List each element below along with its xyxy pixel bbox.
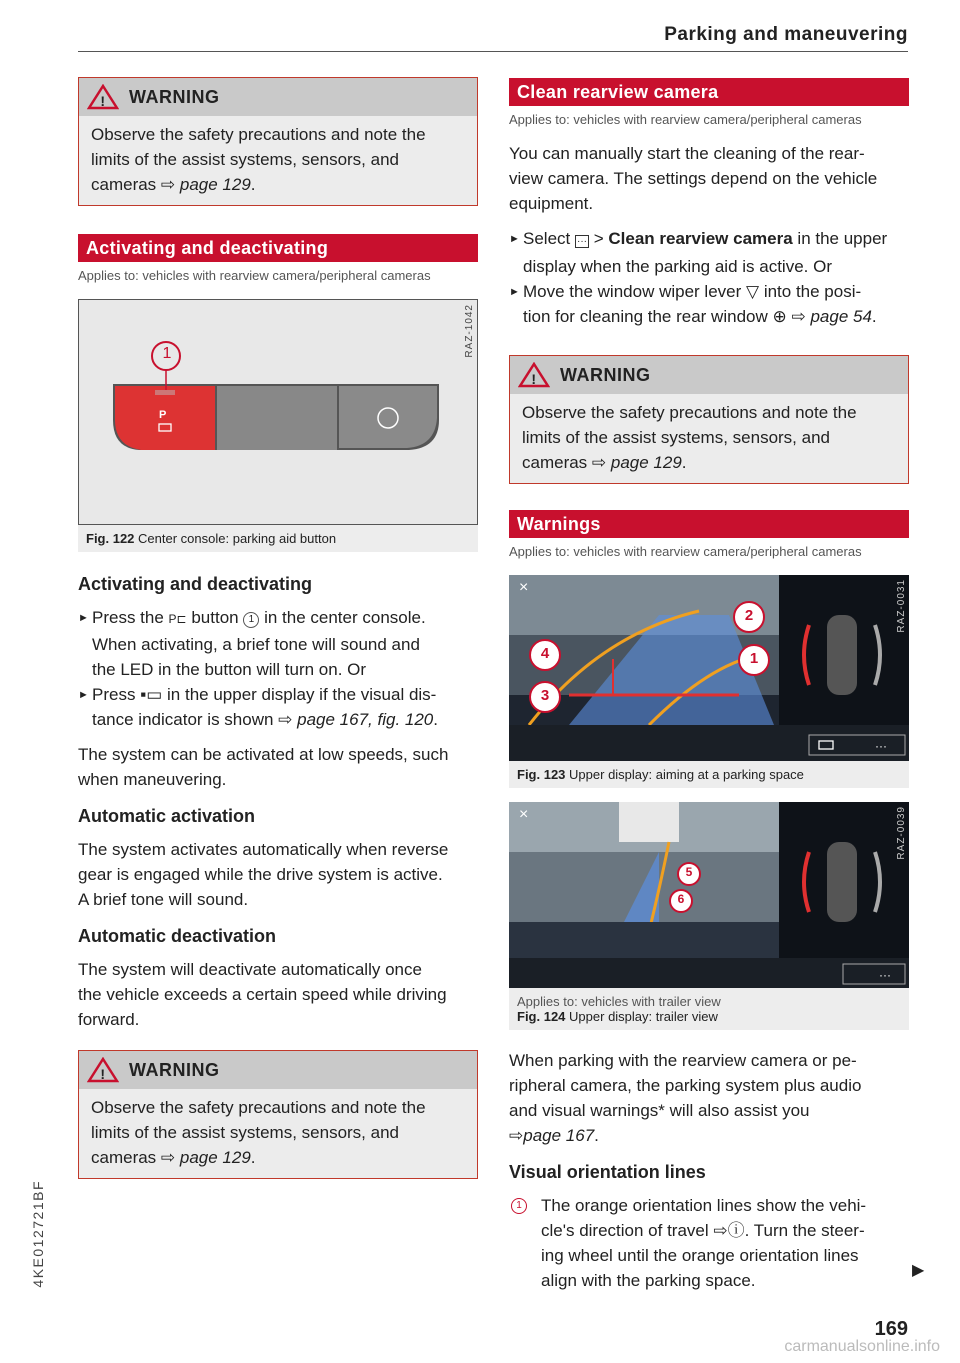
figure-122-marker-1: 1 (162, 345, 172, 362)
figure-122-code: RAZ-1042 (464, 304, 475, 358)
paragraph-low-speeds: The system can be activated at low speeds, such when maneuvering. (78, 745, 449, 789)
menu-icon: ··· (576, 236, 587, 247)
left-column (78, 77, 478, 1179)
link-page-167[interactable]: page 167 (523, 1126, 595, 1145)
applies-text-activating: Applies to: vehicles with rearview camera/peripheral cameras (78, 268, 431, 283)
bullet-press-display: ► Press ▪▭ in the upper display if the visual dis- tance indicator is shown ⇨ page 167, fig. 120. (78, 682, 478, 732)
close-icon: × (519, 806, 529, 823)
page-number: 169 (874, 1318, 908, 1340)
heading-automatic-activation: Automatic activation (78, 806, 256, 826)
figure-124-code: RAZ-0039 (896, 806, 907, 860)
callout-1-icon: 1 (243, 612, 259, 628)
bullet-wiper-lever: ► Move the window wiper lever ▽ into the posi- tion for cleaning the rear window ⊕ ⇨ page 54. (509, 279, 909, 329)
paragraph-parking-assist: When parking with the rearview camera or pe- ripheral camera, the parking system plus audio and visual warnings* will also assist you ⇨page 167. (509, 1051, 862, 1145)
figure-122-caption: Fig. 122 Center console: parking aid button (78, 525, 478, 552)
figure-123-caption: Fig. 123 Upper display: aiming at a parking space (509, 761, 909, 788)
figure-124-marker-6: 6 (677, 892, 685, 906)
close-icon: × (519, 579, 529, 596)
warning-link-2[interactable]: page 129 (179, 1148, 251, 1167)
figure-123-code: RAZ-0031 (896, 579, 907, 633)
figure-123 (509, 575, 909, 761)
warning-triangle-icon (518, 362, 550, 388)
right-column (509, 78, 909, 1293)
warning-link-1[interactable]: page 129 (179, 175, 251, 194)
heading-visual-orientation: Visual orientation lines (509, 1162, 706, 1182)
warning-link-3[interactable]: page 129 (610, 453, 682, 472)
distance-indicator-icon: ▪▭ (140, 685, 163, 704)
applies-text-warnings: Applies to: vehicles with rearview camera/peripheral cameras (509, 544, 862, 559)
page-header-title: Parking and maneuvering (664, 24, 908, 45)
section-title-warnings: Warnings (509, 510, 909, 538)
parking-aid-icon: P⊏ (168, 612, 187, 626)
figure-123-marker-4: 4 (540, 645, 550, 662)
rearview-camera-image (509, 575, 909, 761)
warning-title-2: WARNING (129, 1059, 220, 1080)
figure-123-marker-2: 2 (744, 607, 754, 624)
figure-124-marker-5: 5 (685, 865, 693, 879)
callout-1-icon: 1 (511, 1198, 527, 1214)
figure-123-marker-3: 3 (540, 687, 550, 704)
header-rule (78, 51, 908, 52)
svg-text:!: ! (100, 1066, 106, 1082)
more-options-icon: ··· (879, 968, 891, 982)
figure-124-caption: Applies to: vehicles with trailer view Fig. 124 Upper display: trailer view (509, 988, 909, 1030)
heading-activating: Activating and deactivating (78, 574, 313, 594)
bullet-press-button: ► Press the P⊏ button 1 in the center console. When activating, a brief tone will sound and the LED in the button will turn on. Or (78, 605, 478, 682)
figure-122 (78, 299, 478, 525)
bullet-select-clean: ► Select ··· > Clean rearview camera in the upper display when the parking aid is active. Or (509, 226, 909, 279)
more-options-icon: ··· (875, 739, 887, 753)
applies-text-clean: Applies to: vehicles with rearview camera/peripheral cameras (509, 112, 862, 127)
figure-124 (509, 802, 909, 988)
paragraph-clean-intro: You can manually start the cleaning of the rear- view camera. The settings depend on the vehicle equipment. (509, 144, 878, 213)
section-title-activating: Activating and deactivating (78, 234, 478, 262)
warning-triangle-icon (87, 84, 119, 110)
paragraph-automatic-deactivation: The system will deactivate automatically once the vehicle exceeds a certain speed while driving forward. (78, 960, 447, 1029)
warning-callout-icon: ⓘ (727, 1221, 745, 1240)
warning-body-1: Observe the safety precautions and note the limits of the assist systems, sensors, and cameras ⇨ page 129. (91, 125, 426, 194)
section-title-clean-camera: Clean rearview camera (509, 78, 909, 106)
link-page-167-fig-120[interactable]: page 167, fig. 120 (297, 710, 434, 729)
heading-automatic-deactivation: Automatic deactivation (78, 926, 277, 946)
list-item-orientation-lines: 1 The orange orientation lines show the vehi- cle's direction of travel ⇨ⓘ. Turn the steer- ing wheel until the orange orientation lines align with the parking space. (509, 1193, 909, 1293)
watermark: carmanualsonline.info (784, 1338, 940, 1355)
svg-text:!: ! (100, 93, 106, 109)
warning-triangle-icon (87, 1057, 119, 1083)
warning-title-1: WARNING (129, 86, 220, 107)
warning-box-3: ! WARNING Observe the safety precautions and note the limits of the assist systems, sensors, and cameras ⇨ page 129. (509, 355, 909, 484)
center-console-illustration (79, 300, 477, 524)
side-code: 4KE012721BF (30, 1180, 46, 1288)
trailer-view-image (509, 802, 909, 988)
paragraph-automatic-activation: The system activates automatically when reverse gear is engaged while the drive system is active. A brief tone will sound. (78, 840, 449, 909)
wiper-lever-icon: ▽ (746, 282, 760, 301)
warning-head-1 (79, 78, 477, 116)
svg-text:P: P (159, 409, 167, 421)
svg-text:!: ! (531, 371, 537, 387)
figure-123-marker-1: 1 (749, 650, 759, 667)
warning-box-2: ! WARNING Observe the safety precautions and note the limits of the assist systems, sensors, and cameras ⇨ page 129. (78, 1050, 478, 1179)
warning-box-1 (78, 77, 478, 206)
rear-window-wash-icon: ⊕ (772, 307, 787, 326)
continue-arrow-icon: ▶ (912, 1262, 925, 1279)
warning-title-3: WARNING (560, 364, 651, 385)
link-page-54[interactable]: page 54 (810, 307, 872, 326)
